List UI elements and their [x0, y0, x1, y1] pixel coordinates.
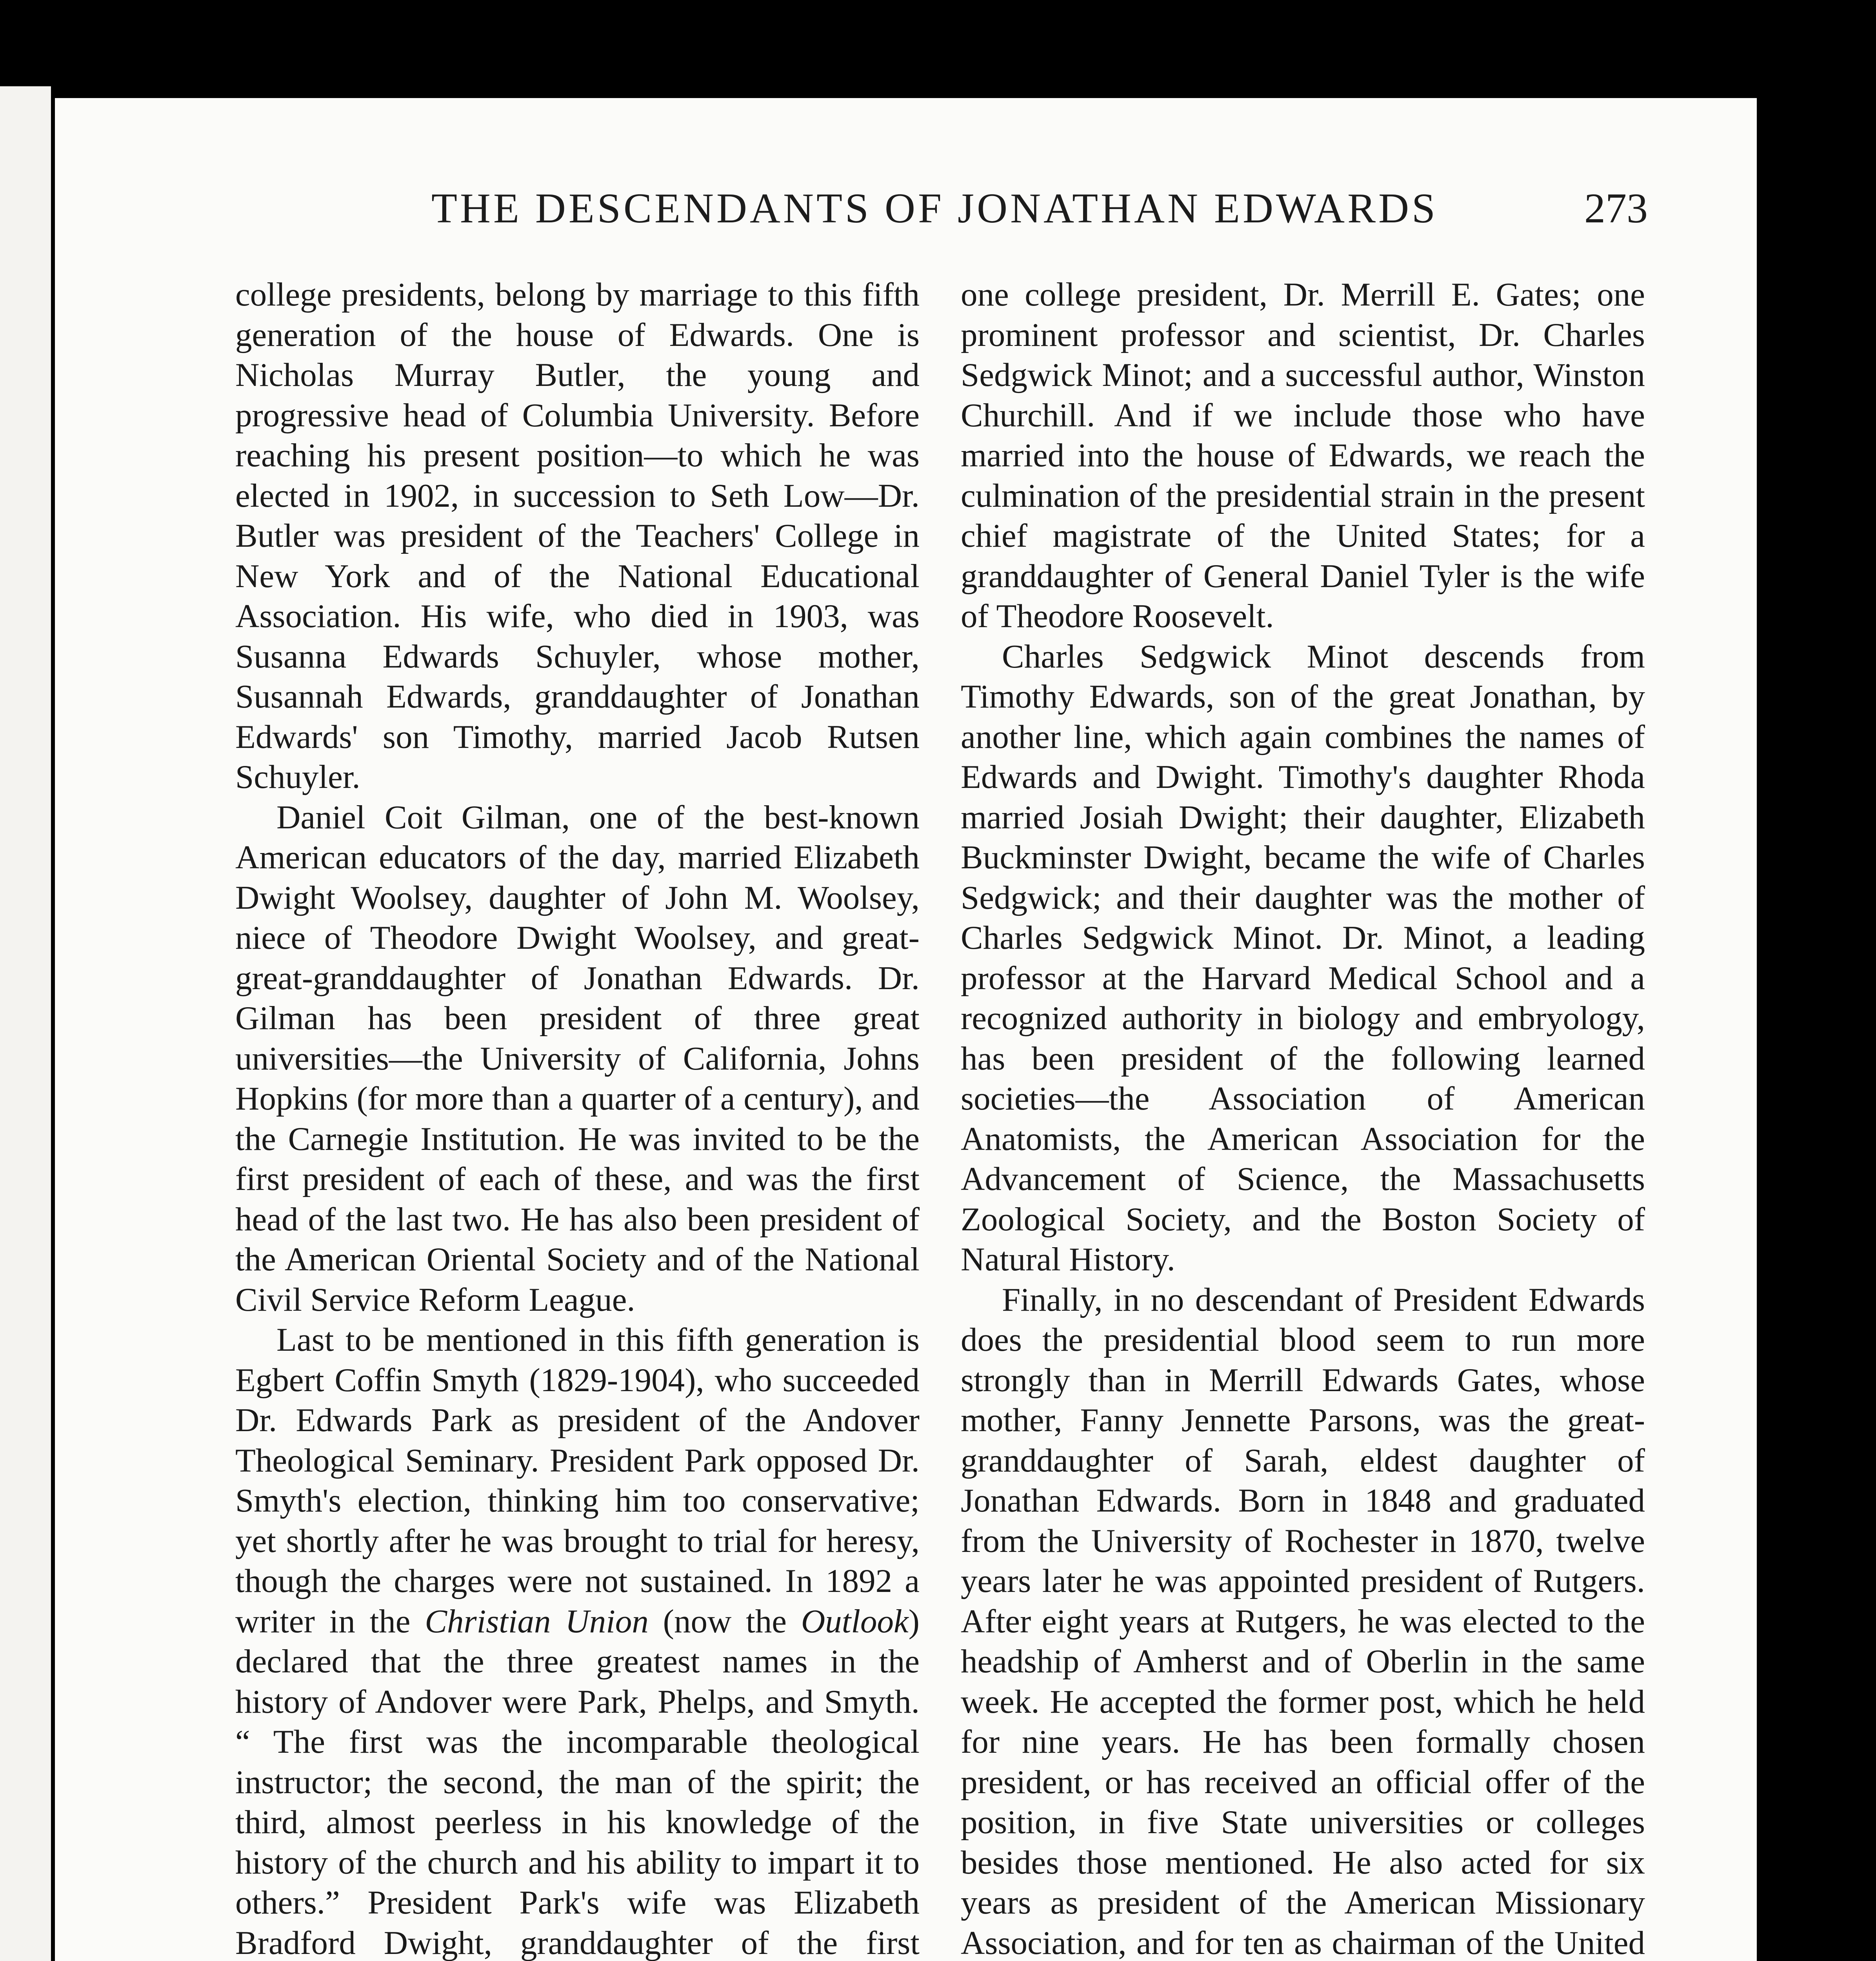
italic-title: Outlook	[801, 1603, 909, 1640]
paragraph: Finally, in no descendant of President Edwards does the presidential blood seem to run more strongly than in Merrill Edwards Gates, whose mother, Fanny Jennette Parsons, was the great-granddaughter of Sarah, eldest daughter of Jonathan Edwards. Born in 1848 and graduated from the University of Rochester in 1870, twelve years later he was appointed president of Rutgers. After eight years at Rutgers, he was elected to the headship of Amherst and of Oberlin in the same week. He accepted the former post, which he held for nine years. He has been formally chosen president, or has received an official offer of the position, in five State universities or colleges besides those mentioned. He also acted for six years as president of the American Missionary Association, and for ten as chairman of the United	[961, 1281, 1645, 1961]
text-run: ) declared that the three greatest names in the history of Andover were Park, Phelps, and Smyth. “ The first was the incomparable theological instructor; the second, the man of the spirit; the third, almost peerless in his knowledge of the history of the church and his ability to impart it to others.” President Park's wife was Elizabeth Bradford Dwight, granddaughter of the first	[235, 1603, 920, 1961]
text-run: Last to be mentioned in this fifth generation is Egbert Coffin Smyth (1829-1904), who succeeded Dr. Edwards Park as president of the Andover Theological Seminary. President Park opposed Dr. Smyth's election, thinking him too conservative; yet shortly after he was brought to trial for heresy, though the charges were not sustained. In 1892 a writer in the	[235, 1321, 920, 1640]
paragraph	[235, 1320, 920, 1961]
paragraph: Charles Sedgwick Minot descends from Timothy Edwards, son of the great Jonathan, by another line, which again combines the names of Edwards and Dwight. Timothy's daughter Rhoda married Josiah Dwight; their daughter, Elizabeth Buckminster Dwight, became the wife of Charles Sedgwick; and their daughter was the mother of Charles Sedgwick Minot. Dr. Minot, a leading professor at the Harvard Medical School and a recognized authority in biology and embryology, has been president of the following learned societies—the Association of American Anatomists, the American Association for the Advancement of Science, the Massachusetts Zoological Society, and the Boston Society of Natural History.	[961, 638, 1645, 1278]
italic-title: Christian Union	[425, 1603, 649, 1640]
right-text-column	[961, 275, 1645, 1961]
running-head-title: THE DESCENDANTS OF JONATHAN EDWARDS	[431, 185, 1438, 232]
paragraph: college presidents, belong by marriage to this fifth generation of the house of Edwards. One is Nicholas Murray Butler, the young and progressive head of Columbia University. Before reaching his present position—to which he was elected in 1902, in succession to Seth Low—Dr. Butler was president of the Teachers' College in New York and of the National Educational Association. His wife, who died in 1903, was Susanna Edwards Schuyler, whose mother, Susannah Edwards, granddaughter of Jonathan Edwards' son Timothy, married Jacob Rutsen Schuyler.	[235, 276, 920, 795]
left-text-column	[235, 275, 920, 1961]
paragraph: one college president, Dr. Merrill E. Gates; one prominent professor and scientist, Dr. Charles Sedgwick Minot; and a successful author, Winston Churchill. And if we include those who have married into the house of Edwards, we reach the culmination of the presidential strain in the present chief magistrate of the United States; for a granddaughter of General Daniel Tyler is the wife of Theodore Roosevelt.	[961, 276, 1645, 635]
previous-page-edge	[0, 86, 51, 1961]
paragraph: Daniel Coit Gilman, one of the best-known American educators of the day, married Elizabeth Dwight Woolsey, daughter of John M. Woolsey, niece of Theodore Dwight Woolsey, and great-great-granddaughter of Jonathan Edwards. Dr. Gilman has been president of three great universities—the University of California, Johns Hopkins (for more than a quarter of a century), and the Carnegie Institution. He was invited to be the first president of each of these, and was the first head of the last two. He has also been president of the American Oriental Society and of the National Civil Service Reform League.	[235, 799, 920, 1318]
page-number: 273	[1584, 185, 1648, 232]
text-run: (now the	[648, 1603, 801, 1640]
